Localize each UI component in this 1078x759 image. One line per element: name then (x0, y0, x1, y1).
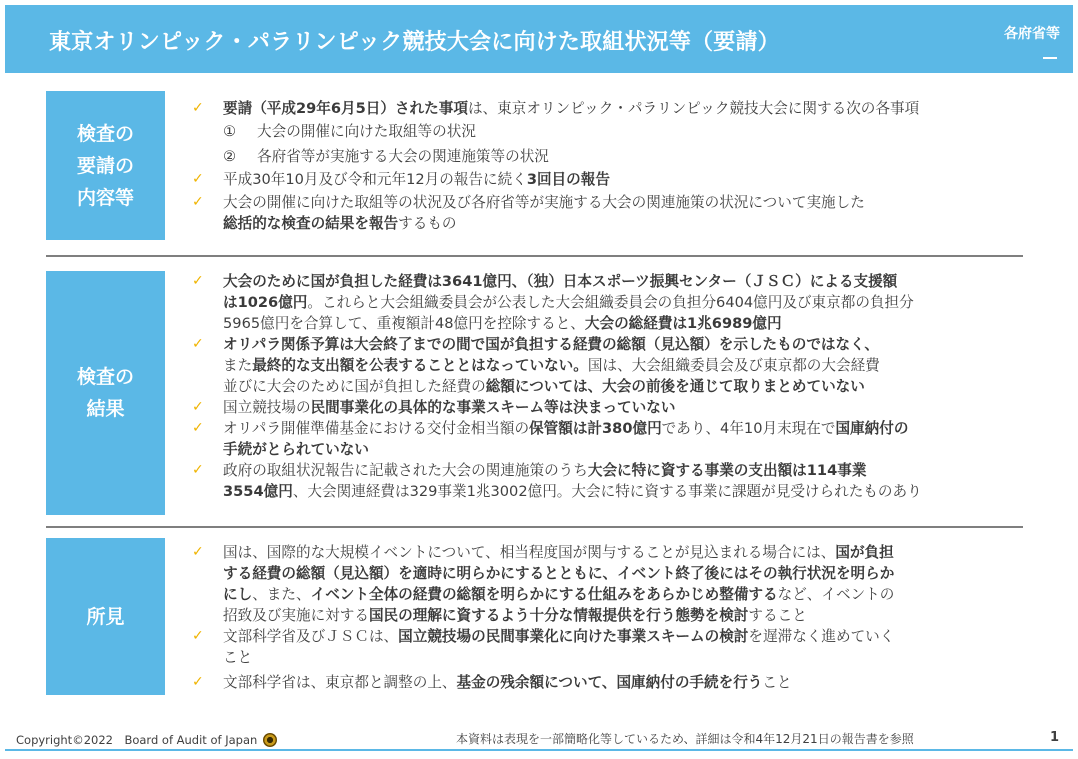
results-items (190, 271, 1035, 502)
check-icon: ✓ (192, 100, 204, 116)
bold-text: 3554億円 (223, 483, 293, 500)
text: 招致及び実施に対する (223, 607, 369, 624)
text: するもの (398, 215, 457, 232)
list-item (190, 98, 1035, 119)
bottom-rule (5, 749, 1073, 751)
findings-items (190, 542, 1035, 693)
request-items (190, 98, 1035, 234)
bold-text: 国庫納付の (835, 420, 909, 437)
check-icon: ✓ (192, 194, 204, 210)
bold-text: 保管額は計380億円 (529, 420, 662, 437)
text: 文部科学省は、東京都と調整の上、 (223, 674, 457, 691)
text: を遅滞なく進めていく (748, 628, 895, 645)
text: 大会の開催に向けた取組等の状況及び各府省等が実施する大会の関連施策の状況について実施した (223, 194, 865, 211)
check-icon: ✓ (192, 273, 204, 289)
list-item (190, 271, 1035, 334)
label-line: 所見 (86, 605, 125, 628)
ministry-tag: 各府省等 (1004, 26, 1060, 42)
text: 国立競技場の (223, 399, 311, 416)
section-label-request (46, 91, 165, 240)
bold-text: にし (223, 586, 253, 603)
copyright (16, 732, 277, 748)
header-bar (5, 5, 1073, 73)
sub-item (190, 144, 1035, 169)
text: オリパラ開催準備基金における交付金相当額の (223, 420, 530, 437)
check-icon: ✓ (192, 674, 204, 690)
check-icon: ✓ (192, 628, 204, 644)
check-icon: ✓ (192, 462, 204, 478)
text: 平成30年10月及び令和元年12月の報告に続く (223, 171, 527, 188)
text: また (223, 357, 253, 374)
bold-text: 国民の理解に資するよう十分な情報提供を行う態勢を検討 (368, 607, 749, 624)
section-label-findings (46, 538, 165, 695)
list-item (190, 626, 1035, 668)
text: 。これらと大会組織委員会が公表した大会組織委員会の負担分6404億円及び東京都の負担分 (307, 294, 914, 311)
label-line: 検査の (76, 122, 134, 145)
check-icon: ✓ (192, 420, 204, 436)
check-icon: ✓ (192, 544, 204, 560)
bold-text: 民間事業化の具体的な事業スキーム等は決まっていない (310, 399, 676, 416)
text: など、イベントの (777, 586, 895, 603)
bold-text: オリパラ関係予算は大会終了までの間で国が負担する経費の総額（見込額）を示したものではなく、 (223, 336, 879, 353)
bold-text: 最終的な支出額を公表することとはなっていない。 (252, 357, 588, 374)
bold-text: 国が負担 (835, 544, 894, 561)
check-icon: ✓ (192, 171, 204, 187)
section-divider (46, 255, 1023, 257)
sub-number: ① (223, 123, 237, 140)
text: 5965億円を合算して、重複額計48億円を控除すると、 (223, 315, 585, 332)
text: こと (223, 649, 253, 666)
copyright-text: Copyright©2022 Board of Audit of Japan (16, 733, 258, 747)
list-item (190, 542, 1035, 626)
list-item (190, 418, 1035, 460)
text: すること (748, 607, 807, 624)
text: 国は、大会組織委員会及び東京都の大会経費 (587, 357, 880, 374)
bold-text: 大会の総経費は1兆6989億円 (584, 315, 782, 332)
sub-number: ② (223, 148, 237, 165)
text: 大会の開催に向けた取組等の状況 (257, 123, 476, 140)
bold-text: 総括的な検査の結果を報告 (223, 215, 399, 232)
header-dash (1043, 57, 1057, 59)
bold-text: 3回目の報告 (526, 171, 610, 188)
text: であり、4年10月末現在で (661, 420, 836, 437)
page-title: 東京オリンピック・パラリンピック競技大会に向けた取組状況等（要請） (49, 30, 780, 55)
sub-item (190, 119, 1035, 144)
text: 、大会関連経費は329事業1兆3002億円。大会に特に資する事業に課題が見受けられたものあり (292, 483, 922, 500)
bold-text: イベント全体の経費の総額を明らかにする仕組みをあらかじめ整備する (310, 586, 778, 603)
label-line: 結果 (86, 398, 125, 420)
bold-text: 手続がとられていない (223, 441, 369, 458)
list-item (190, 460, 1035, 502)
list-item (190, 397, 1035, 418)
section-label-results (46, 271, 165, 515)
list-item (190, 192, 1035, 234)
label-line: 検査の (76, 366, 134, 388)
text: 並びに大会のために国が負担した経費の (223, 378, 486, 395)
list-item (190, 169, 1035, 190)
list-item (190, 334, 1035, 397)
text: こと (762, 674, 792, 691)
page-number: 1 (1050, 730, 1060, 745)
footer-note: 本資料は表現を一部簡略化等しているため、詳細は令和4年12月21日の報告書を参照 (456, 732, 914, 746)
section-divider (46, 526, 1023, 528)
check-icon: ✓ (192, 336, 204, 352)
text: 国は、国際的な大規模イベントについて、相当程度国が関与することが見込まれる場合には、 (223, 544, 836, 561)
bold-text: 大会に特に資する事業の支出額は114事業 (587, 462, 867, 479)
bold-text: は1026億円 (223, 294, 308, 311)
text: は、東京オリンピック・パラリンピック競技大会に関する次の各事項 (467, 100, 920, 117)
list-item (190, 672, 1035, 693)
label-line: 内容等 (76, 186, 134, 209)
text: 各府省等が実施する大会の関連施策等の状況 (257, 148, 549, 165)
text: 、また、 (252, 586, 311, 603)
check-icon: ✓ (192, 399, 204, 415)
text: 政府の取組状況報告に記載された大会の関連施策のうち (223, 462, 588, 479)
board-seal-icon (263, 733, 277, 747)
label-line: 要請の (76, 154, 134, 177)
bold-text: する経費の総額（見込額）を適時に明らかにするとともに、イベント終了後にはその執行状況を明らか (223, 565, 895, 582)
bold-text: 基金の残余額について、国庫納付の手続を行う (456, 674, 763, 691)
bold-text: 大会のために国が負担した経費は3641億円、（独）日本スポーツ振興センター（ＪＳＣ）による支援額 (223, 273, 898, 290)
bold-text: 総額については、大会の前後を通じて取りまとめていない (485, 378, 865, 395)
text: 文部科学省及びＪＳＣは、 (223, 628, 399, 645)
bold-text: 国立競技場の民間事業化に向けた事業スキームの検討 (398, 628, 749, 645)
bold-text: 要請（平成29年6月5日）された事項 (223, 100, 468, 117)
